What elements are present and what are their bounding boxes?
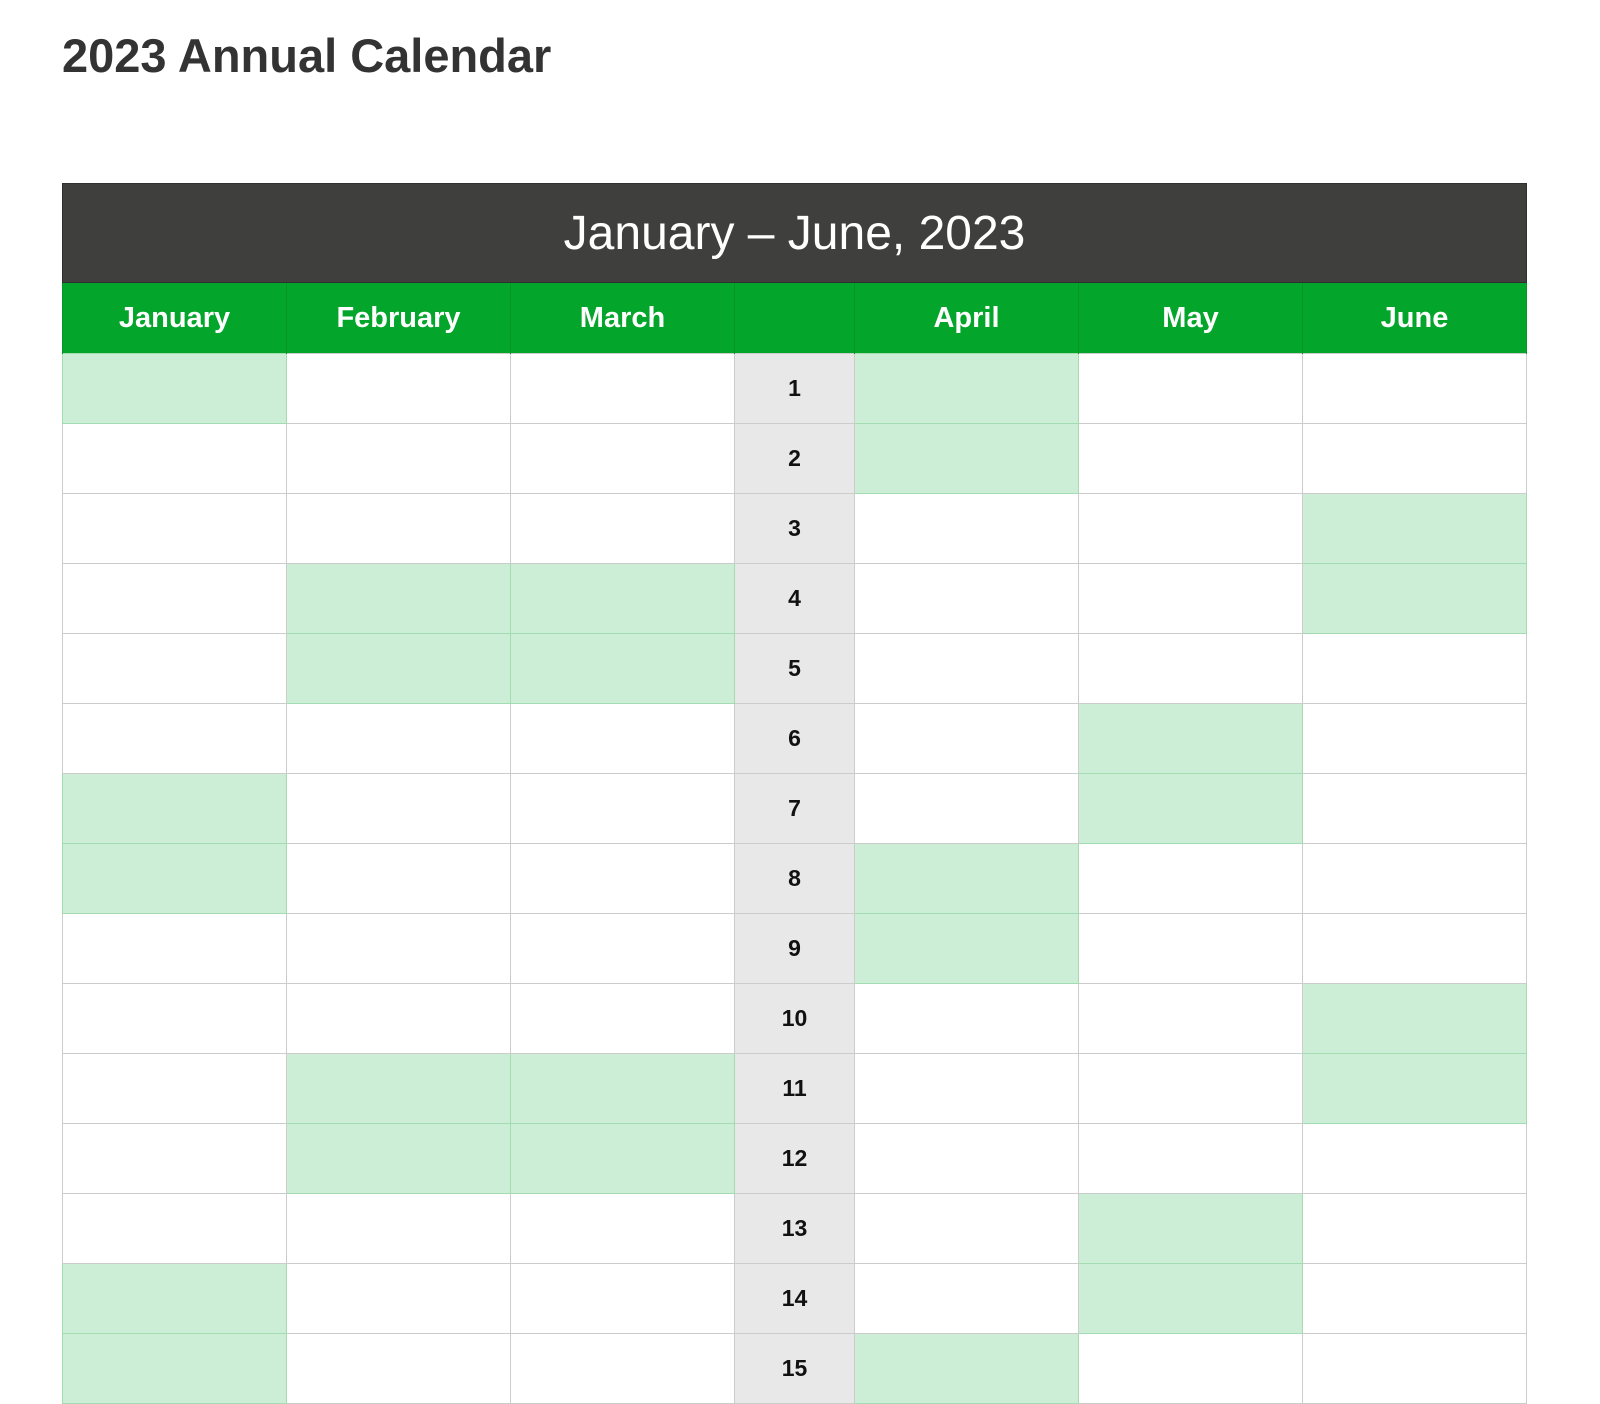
day-number: 2 — [735, 424, 855, 494]
calendar-row — [63, 1334, 1527, 1404]
calendar-row — [63, 354, 1527, 424]
day-cell-march[interactable] — [511, 1334, 735, 1404]
calendar-row — [63, 1124, 1527, 1194]
day-number: 4 — [735, 564, 855, 634]
day-number-header — [735, 283, 855, 354]
day-cell-march[interactable] — [511, 494, 735, 564]
month-header-row — [63, 283, 1527, 354]
day-cell-february[interactable] — [287, 494, 511, 564]
day-number: 1 — [735, 354, 855, 424]
calendar-row — [63, 494, 1527, 564]
day-cell-may[interactable] — [1079, 984, 1303, 1054]
day-cell-march[interactable] — [511, 1054, 735, 1124]
day-cell-april[interactable] — [855, 354, 1079, 424]
day-cell-june[interactable] — [1303, 564, 1527, 634]
day-cell-january[interactable] — [63, 914, 287, 984]
day-cell-february[interactable] — [287, 1054, 511, 1124]
day-cell-may[interactable] — [1079, 1194, 1303, 1264]
day-cell-may[interactable] — [1079, 704, 1303, 774]
day-number: 6 — [735, 704, 855, 774]
day-cell-march[interactable] — [511, 844, 735, 914]
day-cell-june[interactable] — [1303, 494, 1527, 564]
calendar-row — [63, 564, 1527, 634]
day-cell-january[interactable] — [63, 1124, 287, 1194]
day-number: 14 — [735, 1264, 855, 1334]
day-cell-march[interactable] — [511, 984, 735, 1054]
day-cell-february[interactable] — [287, 564, 511, 634]
day-cell-february[interactable] — [287, 424, 511, 494]
day-cell-february[interactable] — [287, 914, 511, 984]
day-cell-january[interactable] — [63, 634, 287, 704]
day-cell-february[interactable] — [287, 1264, 511, 1334]
day-cell-april[interactable] — [855, 774, 1079, 844]
day-cell-may[interactable] — [1079, 494, 1303, 564]
day-cell-april[interactable] — [855, 424, 1079, 494]
day-cell-may[interactable] — [1079, 1264, 1303, 1334]
day-cell-march[interactable] — [511, 774, 735, 844]
day-cell-january[interactable] — [63, 1264, 287, 1334]
day-cell-march[interactable] — [511, 354, 735, 424]
day-cell-may[interactable] — [1079, 914, 1303, 984]
day-cell-january[interactable] — [63, 424, 287, 494]
day-number: 13 — [735, 1194, 855, 1264]
day-cell-march[interactable] — [511, 704, 735, 774]
day-cell-april[interactable] — [855, 564, 1079, 634]
day-cell-june[interactable] — [1303, 424, 1527, 494]
day-cell-april[interactable] — [855, 1124, 1079, 1194]
day-number: 5 — [735, 634, 855, 704]
calendar-table — [62, 183, 1527, 1404]
day-cell-may[interactable] — [1079, 354, 1303, 424]
day-cell-june[interactable] — [1303, 1264, 1527, 1334]
day-cell-march[interactable] — [511, 634, 735, 704]
day-cell-february[interactable] — [287, 354, 511, 424]
day-cell-april[interactable] — [855, 984, 1079, 1054]
month-header-may: May — [1079, 283, 1303, 354]
day-cell-may[interactable] — [1079, 1334, 1303, 1404]
day-number: 9 — [735, 914, 855, 984]
day-cell-april[interactable] — [855, 844, 1079, 914]
day-cell-january[interactable] — [63, 494, 287, 564]
month-header-june: June — [1303, 283, 1527, 354]
day-cell-june[interactable] — [1303, 1194, 1527, 1264]
month-header-january: January — [63, 283, 287, 354]
day-cell-may[interactable] — [1079, 844, 1303, 914]
page-title: 2023 Annual Calendar — [62, 29, 552, 82]
day-cell-april[interactable] — [855, 634, 1079, 704]
day-cell-january[interactable] — [63, 1194, 287, 1264]
day-cell-may[interactable] — [1079, 774, 1303, 844]
day-cell-january[interactable] — [63, 844, 287, 914]
day-cell-march[interactable] — [511, 564, 735, 634]
day-cell-february[interactable] — [287, 984, 511, 1054]
day-cell-april[interactable] — [855, 704, 1079, 774]
day-cell-june[interactable] — [1303, 1334, 1527, 1404]
day-cell-june[interactable] — [1303, 1054, 1527, 1124]
calendar-row — [63, 1264, 1527, 1334]
day-cell-june[interactable] — [1303, 774, 1527, 844]
day-number: 7 — [735, 774, 855, 844]
day-cell-april[interactable] — [855, 1054, 1079, 1124]
calendar-row — [63, 704, 1527, 774]
day-cell-january[interactable] — [63, 774, 287, 844]
calendar-banner-title: January – June, 2023 — [63, 184, 1527, 283]
day-cell-february[interactable] — [287, 634, 511, 704]
calendar-row — [63, 634, 1527, 704]
calendar-banner-row — [63, 184, 1527, 283]
month-header-march: March — [511, 283, 735, 354]
calendar-row — [63, 984, 1527, 1054]
day-cell-january[interactable] — [63, 1054, 287, 1124]
day-cell-june[interactable] — [1303, 984, 1527, 1054]
day-cell-march[interactable] — [511, 1124, 735, 1194]
day-cell-february[interactable] — [287, 1124, 511, 1194]
day-cell-february[interactable] — [287, 704, 511, 774]
day-cell-february[interactable] — [287, 1334, 511, 1404]
calendar-row — [63, 424, 1527, 494]
day-cell-april[interactable] — [855, 914, 1079, 984]
day-cell-june[interactable] — [1303, 914, 1527, 984]
day-cell-january[interactable] — [63, 354, 287, 424]
day-cell-april[interactable] — [855, 494, 1079, 564]
day-cell-january[interactable] — [63, 984, 287, 1054]
day-cell-january[interactable] — [63, 564, 287, 634]
calendar-body — [63, 354, 1527, 1404]
day-cell-april[interactable] — [855, 1334, 1079, 1404]
calendar-row — [63, 914, 1527, 984]
day-cell-january[interactable] — [63, 704, 287, 774]
day-cell-may[interactable] — [1079, 634, 1303, 704]
calendar-row — [63, 1194, 1527, 1264]
day-cell-june[interactable] — [1303, 634, 1527, 704]
calendar-row — [63, 1054, 1527, 1124]
day-cell-january[interactable] — [63, 1334, 287, 1404]
day-number: 10 — [735, 984, 855, 1054]
day-number: 12 — [735, 1124, 855, 1194]
calendar-row — [63, 774, 1527, 844]
day-cell-february[interactable] — [287, 1194, 511, 1264]
month-header-february: February — [287, 283, 511, 354]
month-header-april: April — [855, 283, 1079, 354]
day-number: 8 — [735, 844, 855, 914]
day-cell-march[interactable] — [511, 914, 735, 984]
day-cell-february[interactable] — [287, 844, 511, 914]
day-cell-march[interactable] — [511, 424, 735, 494]
day-cell-march[interactable] — [511, 1264, 735, 1334]
day-cell-march[interactable] — [511, 1194, 735, 1264]
day-number: 3 — [735, 494, 855, 564]
day-number: 11 — [735, 1054, 855, 1124]
day-cell-june[interactable] — [1303, 844, 1527, 914]
day-cell-may[interactable] — [1079, 424, 1303, 494]
calendar-row — [63, 844, 1527, 914]
day-cell-june[interactable] — [1303, 354, 1527, 424]
day-cell-may[interactable] — [1079, 1054, 1303, 1124]
day-number: 15 — [735, 1334, 855, 1404]
day-cell-may[interactable] — [1079, 1124, 1303, 1194]
day-cell-june[interactable] — [1303, 704, 1527, 774]
day-cell-february[interactable] — [287, 774, 511, 844]
day-cell-june[interactable] — [1303, 1124, 1527, 1194]
day-cell-may[interactable] — [1079, 564, 1303, 634]
day-cell-april[interactable] — [855, 1264, 1079, 1334]
day-cell-april[interactable] — [855, 1194, 1079, 1264]
